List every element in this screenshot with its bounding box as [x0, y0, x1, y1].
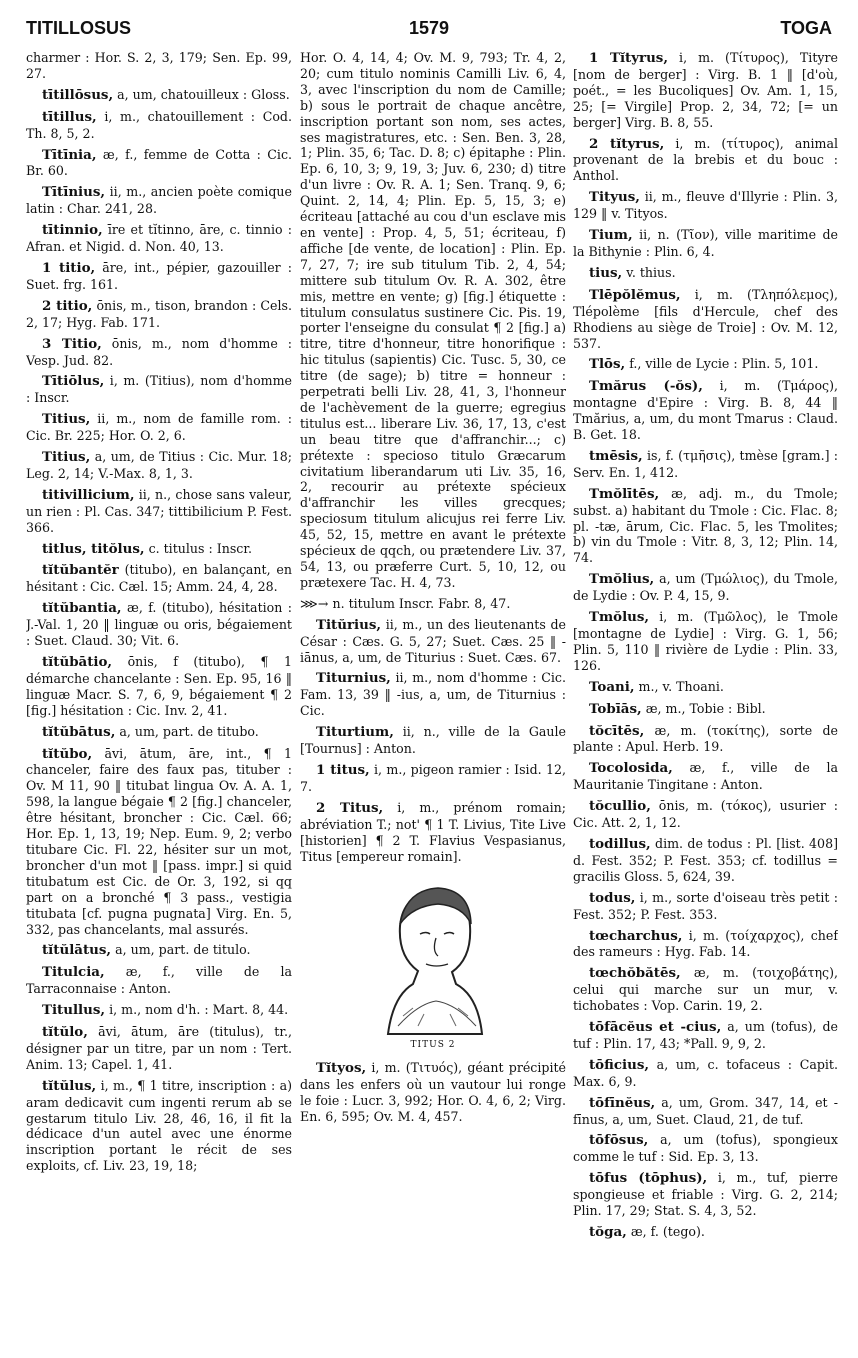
dictionary-entry: [26, 222, 292, 255]
dictionary-entry: [573, 1057, 838, 1090]
dictionary-entry: [26, 260, 292, 293]
figure-titus: [300, 876, 566, 1050]
dictionary-entry: [573, 378, 838, 443]
entry-headword: titlus, titŏlus,: [42, 540, 145, 557]
dictionary-entry: [26, 942, 292, 959]
entry-headword: tius,: [589, 264, 623, 281]
entry-definition: a, um, de Titius : Cic. Mur. 18; Leg. 2, 14; V.-Max. 8, 1, 3.: [26, 449, 292, 481]
entry-headword: Titius,: [42, 411, 91, 428]
entry-headword: Titulcia,: [42, 964, 105, 981]
page-number: 1579: [408, 18, 450, 38]
entry-definition: ii, m., ancien poète comique latin : Char. 241, 28.: [26, 184, 292, 217]
entry-definition: i, m. (Τίτυρος), Tityre [nom de berger] : Virg. B. 1 ‖ [d'où, poét., = les Bucoliques] Ov. Am. 1, 15, 25; [= Virgile] Prop. 2, 34, 72; [= un berger] Virg. B. 8, 55.: [573, 50, 838, 130]
entry-headword: Tobīās,: [589, 700, 642, 717]
entry-definition: a, um, part. de titubo.: [115, 723, 259, 739]
entry-headword: Toani,: [589, 678, 635, 695]
dictionary-entry: [573, 890, 838, 923]
dictionary-entry: [300, 800, 566, 865]
dictionary-entry: [573, 701, 838, 718]
dictionary-entry: [26, 964, 292, 997]
entry-headword: tītillus,: [42, 108, 97, 125]
running-head-left: TITILLOSUS: [26, 18, 131, 38]
entry-headword: 1 titio,: [42, 259, 96, 276]
entry-definition: æ, adj. m., du Tmole; subst. a) habitant du Tmole : Cic. Flac. 8; pl. -tæ, ārum, Cic. Flac. 5, les Tmolites; b) vin du Tmole : Vitr. 8, 3, 12; Plin. 14, 74.: [573, 485, 838, 566]
entry-definition: ii, m., nom de famille rom. : Cic. Br. 225; Hor. O. 2, 6.: [26, 411, 292, 444]
entry-definition: i, m. (Titius), nom d'homme : Inscr.: [26, 373, 292, 406]
entry-headword: tœchŏbătēs,: [589, 965, 681, 982]
entry-headword: Tītiōlus,: [42, 373, 105, 390]
entry-headword: tŏga,: [589, 1224, 627, 1240]
entry-definition: a, um (tofus), spongieux comme le tuf : Sid. Ep. 3, 13.: [573, 1132, 838, 1165]
dictionary-entry: [26, 724, 292, 741]
entry-definition: āre, int., pépier, gazouiller : Suet. frg. 161.: [26, 259, 292, 292]
entry-definition: i, m. (τίτυρος), animal provenant de la brebis et du bouc : Anthol.: [573, 135, 838, 184]
entry-headword: todus,: [589, 889, 636, 906]
entry-headword: 2 Titus,: [316, 799, 384, 816]
dictionary-entry: [573, 609, 838, 674]
dictionary-entry: [26, 373, 292, 406]
dictionary-entry: [573, 679, 838, 696]
dictionary-entry: [300, 596, 566, 612]
entry-headword: Titurnius,: [316, 670, 391, 687]
entry-headword: tĭtŭbo,: [42, 745, 93, 762]
entry-headword: Tlōs,: [589, 356, 626, 373]
entry-definition: ii, n. (Τῖον), ville maritime de la Bithynie : Plin. 6, 4.: [573, 227, 838, 259]
entry-definition: ii, m., fleuve d'Illyrie : Plin. 3, 129 ‖ v. Tityos.: [573, 189, 838, 222]
dictionary-entry: [573, 227, 838, 260]
entry-headword: tōficius,: [589, 1056, 650, 1073]
entry-definition: is, f. (τμῆσις), tmèse [gram.] : Serv. En. 1, 412.: [573, 447, 838, 480]
dictionary-entry: [26, 654, 292, 719]
entry-definition: āvi, ātum, āre, int., ¶ 1 chanceler, faire des faux pas, tituber : Ov. M 11, 90 ‖ titubat lingua Ov. A. A. 1, 598, la langue bégaie ¶ 2 [fig.] chanceler, être hésitant, broncher : Cic. Cæl. 66; Hor. Ep. 1, 13, 19; Nep. Eum. 9, 2; verbo titubare Cic. Fl. 22, hésiter sur un mot, broncher d'un mot ‖ [pass. impr.] si quid titubatum est Cic. de Or. 3, 192, si qq part on a bronché ¶ 3 pass., vestigia titubata [cf. pugna pugnata] Virg. En. 5, 332, pas chancelants, mal assurés.: [26, 745, 292, 937]
entry-headword: Titŭrius,: [316, 616, 382, 633]
column-1: [26, 50, 292, 1350]
entry-headword: Tmărus (-ŏs),: [589, 378, 703, 395]
dictionary-entry: [573, 1224, 838, 1241]
entry-definition: Hor. O. 4, 14, 4; Ov. M. 9, 793; Tr. 4, 2, 20; cum titulo nominis Camilli Liv. 6, 4, 3, avec l'inscription du nom de Camille; b) sous le portrait de chaque ancêtre, inscription portant son nom, ses actes, ses magistratures, etc. : Sen. Ben. 3, 28, 1; Plin. 35, 6; Tac. D. 8; c) épitaphe : Plin. Ep. 6, 10, 3; 9, 19, 3; Juv. 6, 230; d) titre d'un livre : Ov. R. A. 1; Sen. Tranq. 9, 6; Quint. 2, 14, 4; Plin. Ep. 5, 15, 3; e) écriteau [attaché au cou d'un esclave mis en vente] : Prop. 4, 5, 51; écriteau, f) affiche [de vente, de location] : Plin. Ep. 7, 27, 7; ire sub titulum Tib. 2, 4, 54; mittere sub titulum Ov. R. A. 302, être mis, mettre en vente; g) [fig.] étiquette : titulum consulatus sustinere Cic. Pis. 19, porter l'enseigne du consulat ¶ 2 [fig.] a) titre, titre d'honneur, titre honorifique : hic titulus (sapientis) Cic. Tusc. 5, 30, ce titre (de sage); b) titre = honneur : perpetrati belli Liv. 28, 41, 3, l'honneur de l'achèvement de la guerre; egregius titulus est... liberare Liv. 36, 17, 13, c'est un beau titre que d'affranchir...; c) prétexte : specioso titulo Græcarum civitatium liberandarum uti Liv. 35, 16, 2, recourir au prétexte spécieux d'affranchir les villes grecques; speciosum titulum alicujus rei ferre Liv. 45, 52, 15, mettre en avant le prétexte spécieux de qqch, ou prætendere Liv. 37, 54, 13, ou præferre Curt. 5, 10, 12, ou prætexere Tac. H. 4, 73.: [300, 50, 566, 590]
entry-definition: æ, m. (τοκίτης), sorte de plante : Apul. Herb. 19.: [573, 722, 838, 755]
entry-definition: charmer : Hor. S. 2, 3, 179; Sen. Ep. 99, 27.: [26, 50, 292, 81]
column-3: [573, 50, 838, 1350]
dictionary-entry: [573, 356, 838, 373]
entry-headword: tōfōsus,: [589, 1132, 649, 1149]
dictionary-entry: [26, 1078, 292, 1174]
entry-headword: Tocolosida,: [589, 760, 673, 777]
entry-definition: æ, f., femme de Cotta : Cic. Br. 60.: [26, 146, 292, 179]
entry-headword: tĭtŭlātus,: [42, 942, 112, 959]
dictionary-entry: [26, 184, 292, 217]
entry-headword: tĭtŭbātus,: [42, 723, 116, 740]
entry-definition: i, m. (Τμάρος), montagne d'Epire : Virg. B. 8, 44 ‖ Tmărius, a, um, du mont Tmarus : Claud. B. Get. 18.: [573, 378, 838, 443]
entry-definition: æ, f., ville de la Mauritanie Tingitane : Anton.: [573, 760, 838, 793]
dictionary-entry: [26, 336, 292, 369]
entry-definition: i, m., sorte d'oiseau très petit : Fest. 352; P. Fest. 353.: [573, 889, 838, 922]
dictionary-entry: [573, 136, 838, 185]
entry-headword: tōfīnĕus,: [589, 1094, 656, 1111]
dictionary-entry: [26, 1024, 292, 1073]
dictionary-entry: [573, 1095, 838, 1128]
dictionary-body: [26, 50, 838, 1350]
entry-definition: ii, m., nom d'homme : Cic. Fam. 13, 39 ‖ -ius, a, um, de Titurnius : Cic.: [300, 670, 566, 719]
dictionary-entry: [573, 965, 838, 1014]
dictionary-entry: [573, 265, 838, 282]
dictionary-entry: [26, 487, 292, 536]
dictionary-entry: [300, 670, 566, 719]
entry-definition: æ, f. (tego).: [626, 1224, 705, 1239]
entry-headword: tĭtŭbantia,: [42, 600, 122, 617]
entry-headword: 1 titus,: [316, 761, 370, 778]
entry-definition: ōnis, m., nom d'homme : Vesp. Jud. 82.: [26, 335, 292, 368]
dictionary-entry: [573, 486, 838, 567]
dictionary-entry: [573, 189, 838, 222]
entry-headword: Tītīnia,: [42, 146, 97, 163]
entry-headword: tōfācĕus et -cius,: [589, 1019, 722, 1036]
entry-headword: tŏcītēs,: [589, 722, 645, 739]
entry-definition: æ, m. (τοιχοβάτης), celui qui marche sur un mur, v. tichobates : Vop. Carin. 19, 2.: [573, 965, 838, 1014]
entry-headword: Tityus,: [589, 189, 640, 206]
entry-definition: i, m. (Τμῶλος), le Tmole [montagne de Lydie] : Virg. G. 1, 56; Plin. 5, 110 ‖ rivière de Lydie : Plin. 33, 126.: [573, 609, 838, 673]
entry-definition: āvi, ātum, āre (titulus), tr., désigner par un titre, par un nom : Tert. Anim. 13; Capel. 1, 41.: [26, 1024, 292, 1072]
entry-definition: (titubo), en balançant, en hésitant : Cic. Cæl. 15; Amm. 24, 4, 28.: [26, 562, 292, 595]
entry-definition: a, um (tofus), de tuf : Plin. 17, 43; *Pall. 9, 9, 2.: [573, 1019, 838, 1051]
entry-headword: Titurtium,: [316, 724, 394, 741]
entry-definition: æ, f. (titubo), hésitation : J.-Val. 1, 20 ‖ linguæ ou oris, bégaiement : Suet. Claud. 30; Vit. 6.: [26, 600, 292, 649]
entry-headword: tŏcullio,: [589, 798, 651, 815]
entry-headword: tītillōsus,: [42, 86, 114, 103]
dictionary-entry: [573, 1132, 838, 1165]
dictionary-entry: [300, 617, 566, 666]
entry-definition: c. titulus : Inscr.: [144, 540, 252, 556]
entry-headword: titivillicium,: [42, 486, 135, 503]
entry-headword: 2 titio,: [42, 297, 93, 314]
dictionary-entry: [26, 298, 292, 331]
titus-bust-illustration: [358, 876, 508, 1036]
entry-definition: i, m., ¶ 1 titre, inscription : a) aram dedicavit cum ingenti rerum ab se gestarum titulo Liv. 28, 46, 16, il fit la dédicace d'un autel avec une énorme inscription portant le récit de ses exploits, cf. Liv. 23, 19, 18;: [26, 1077, 292, 1174]
entry-headword: Tmŏlus,: [589, 609, 650, 626]
dictionary-entry: [26, 449, 292, 482]
dictionary-entry: [26, 600, 292, 649]
entry-headword: tĭtŭlus,: [42, 1077, 97, 1094]
entry-headword: 2 tĭtyrus,: [589, 135, 665, 152]
entry-definition: v. thius.: [622, 264, 676, 280]
dictionary-entry: [26, 541, 292, 558]
entry-headword: Tĭtyos,: [316, 1060, 367, 1077]
entry-definition: i, m., pigeon ramier : Isid. 12, 7.: [300, 761, 566, 794]
entry-definition: dim. de todus : Pl. [list. 408] d. Fest. 352; P. Fest. 353; cf. todillus = gracilis Gloss. 5, 624, 39.: [573, 835, 838, 884]
dictionary-entry: [573, 287, 838, 352]
entry-definition: i, m., tuf, pierre spongieuse et friable : Virg. G. 2, 214; Plin. 17, 29; Stat. S. 4, 3, 52.: [573, 1170, 838, 1219]
entry-definition: ⋙→ n. titulum Inscr. Fabr. 8, 47.: [300, 595, 511, 611]
dictionary-entry: [26, 562, 292, 595]
dictionary-entry: [573, 798, 838, 831]
dictionary-entry: [300, 762, 566, 795]
entry-headword: Titullus,: [42, 1002, 106, 1019]
dictionary-entry: [573, 723, 838, 756]
entry-definition: īre et tĭtinno, āre, c. tinnio : Afran. et Nigid. d. Non. 40, 13.: [26, 222, 292, 255]
entry-definition: i, m. (τοίχαρχος), chef des rameurs : Hyg. Fab. 14.: [573, 927, 838, 960]
dictionary-entry: [26, 109, 292, 142]
entry-definition: i, m., nom d'h. : Mart. 8, 44.: [105, 1002, 289, 1018]
dictionary-entry: [573, 836, 838, 885]
entry-headword: tōfus (tōphus),: [589, 1170, 708, 1187]
entry-headword: todillus,: [589, 835, 651, 852]
entry-headword: tĭtŭlo,: [42, 1024, 88, 1041]
dictionary-entry: [573, 760, 838, 793]
entry-definition: a, um, c. tofaceus : Capit. Max. 6, 9.: [573, 1056, 838, 1089]
entry-headword: Tlēpŏlĕmus,: [589, 286, 681, 303]
dictionary-entry: [573, 1170, 838, 1219]
entry-definition: f., ville de Lycie : Plin. 5, 101.: [625, 356, 819, 372]
page-header: [26, 18, 832, 44]
entry-headword: 3 Titio,: [42, 335, 102, 352]
dictionary-entry: [573, 571, 838, 604]
entry-headword: tĭtŭbātio,: [42, 654, 113, 670]
dictionary-entry: [573, 50, 838, 131]
entry-headword: Titius,: [42, 449, 91, 466]
entry-definition: i, m. (Τληπόλεμος), Tlépolème [fils d'Hercule, chef des Rhodiens au siège de Troie] : Ov. M. 12, 537.: [573, 286, 838, 351]
running-head-right: TOGA: [780, 18, 832, 38]
entry-headword: tmēsis,: [589, 447, 643, 464]
entry-headword: Tium,: [589, 227, 633, 244]
dictionary-entry: [300, 50, 566, 591]
dictionary-entry: [573, 1019, 838, 1052]
dictionary-entry: [26, 147, 292, 180]
entry-definition: a, um, part. de titulo.: [111, 942, 251, 958]
dictionary-entry: [573, 448, 838, 481]
entry-definition: æ, f., ville de la Tarraconnaise : Anton.: [26, 964, 292, 997]
dictionary-entry: [300, 724, 566, 757]
entry-headword: tītinnio,: [42, 222, 103, 239]
dictionary-entry: [26, 1002, 292, 1019]
entry-definition: a, um (Τμώλιος), du Tmole, de Lydie : Ov. P. 4, 15, 9.: [573, 571, 838, 604]
column-2: [300, 50, 566, 1350]
entry-definition: ōnis, m. (τόκος), usurier : Cic. Att. 2, 1, 12.: [573, 798, 838, 831]
entry-definition: ōnis, m., tison, brandon : Cels. 2, 17; Hyg. Fab. 171.: [26, 297, 292, 330]
entry-definition: a, um, Grom. 347, 14, et -fīnus, a, um, Suet. Claud, 21, de tuf.: [573, 1094, 838, 1127]
entry-headword: tĭtŭbantĕr: [42, 562, 119, 579]
entry-headword: Tmŏlītēs,: [589, 485, 660, 502]
dictionary-entry: [300, 1060, 566, 1125]
entry-definition: m., v. Thoani.: [634, 678, 724, 694]
entry-definition: i, m. (Τιτυός), géant précipité dans les enfers où un vautour lui ronge le foie : Lucr. 3, 992; Hor. O. 4, 6, 2; Virg. En. 6, 595; Ov. M. 4, 457.: [300, 1060, 566, 1125]
entry-definition: æ, m., Tobie : Bibl.: [641, 700, 766, 716]
entry-definition: ii, n., chose sans valeur, un rien : Pl. Cas. 347; tittibilicium P. Fest. 366.: [26, 486, 292, 535]
entry-definition: a, um, chatouilleux : Gloss.: [113, 86, 290, 102]
entry-headword: Tītīnius,: [42, 184, 106, 201]
dictionary-entry: [573, 928, 838, 961]
entry-headword: 1 Tĭtyrus,: [589, 50, 669, 66]
dictionary-entry: [26, 50, 292, 82]
dictionary-entry: [26, 746, 292, 938]
dictionary-entry: [26, 411, 292, 444]
figure-caption: TITUS 2: [410, 1040, 456, 1051]
entry-definition: ii, m., un des lieutenants de César : Cæs. G. 5, 27; Suet. Cæs. 25 ‖ -iānus, a, um, de Titurius : Suet. Cæs. 67.: [300, 616, 566, 665]
entry-definition: i, m., chatouillement : Cod. Th. 8, 5, 2.: [26, 108, 292, 141]
entry-definition: ii, n., ville de la Gaule [Tournus] : Anton.: [300, 724, 566, 757]
entry-headword: Tmŏlius,: [589, 571, 655, 588]
entry-headword: tœcharchus,: [589, 927, 683, 944]
dictionary-entry: [26, 87, 292, 104]
entry-definition: i, m., prénom romain; abréviation T.; not' ¶ 1 T. Livius, Tite Live [historien] ¶ 2 T. Flavius Vespasianus, Titus [empereur romain].: [300, 799, 566, 864]
entry-definition: ōnis, f (titubo), ¶ 1 démarche chancelante : Sen. Ep. 95, 16 ‖ linguæ Macr. S. 7, 6, 9, bégaiement ¶ 2 [fig.] hésitation : Cic. Inv. 2, 41.: [26, 654, 292, 718]
